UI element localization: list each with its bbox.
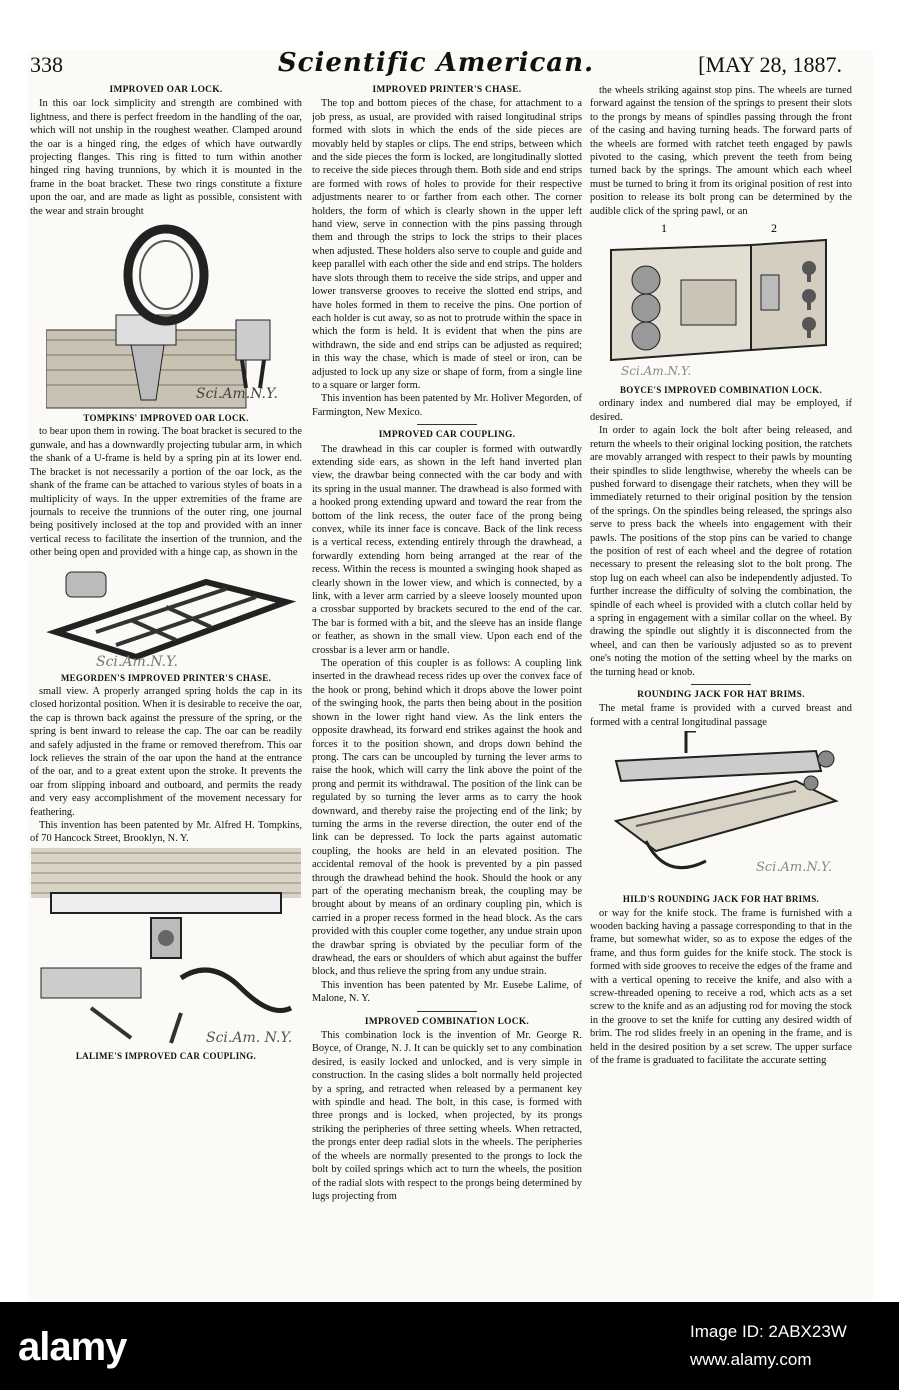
engraver-signature: Sci.Am. N.Y.	[206, 1029, 293, 1046]
rounding-jack-figure	[590, 731, 852, 891]
article-heading: IMPROVED OAR LOCK.	[109, 85, 223, 95]
figure-label-2: 2	[771, 221, 777, 236]
article-paragraph: This invention has been patented by Mr. Eusebe Lalime, of Malone, N. Y.	[312, 979, 582, 1005]
combination-lock-illustration	[601, 220, 841, 382]
figure-caption: TOMPKINS' IMPROVED OAR LOCK.	[83, 413, 249, 424]
section-divider	[417, 1011, 477, 1012]
issue-date: [MAY 28, 1887.	[698, 52, 842, 77]
article-paragraph: the wheels striking against stop pins. The wheels are turned forward against the tension of the springs to present their slots to the prongs by means of spindles passing through the front of the casing and having turning heads. The forward parts of the wheels are formed with ratchet teeth engaged by pawls pivoted to the casing, which prevent the teeth from being turned back by the springs. The amount which each wheel must be turned to bring it from its original position of rest into position to release its bolt prong can be determined by the audible click of the spring pawl, or an	[590, 85, 852, 217]
article-paragraph: small view. A properly arranged spring holds the cap in its closed horizontal position. When it is desirable to receive the oar, the cap is thrown back against the pressure of the spring, or the spring is bent inward to release the cap. The oar can be readily and safely adjusted in the frame or removed therefrom. This oar lock relieves the strain of the oar upon the hand at the entrance of the oar, and to a great extent upon the stroke. It prevents the oar from slipping inboard and outboard, and permits the ready and very easy accomplishment of the movement necessary for feathering.	[30, 685, 302, 818]
article-paragraph: This combination lock is the invention of Mr. George R. Boyce, of Orange, N. J. It can be quickly set to any combination desired, is easily locked and unlocked, and is very simple in construction. In the casing slides a bolt normally held projected by a spring, and retracted when released by a permanent key with spindle and head. The bolt, in this case, is formed with three prongs and is locked, when projected, by its prongs striking the peripheries of three setting wheels. When retracted, the prongs enter deep radial slots in the wheels. The peripheries of the wheels are normally presented to the prongs to lock the bolt by coiled springs which act to turn the wheels, the position of the radial slots with respect to the prongs being determined by lugs projecting from	[312, 1030, 582, 1202]
article-paragraph: In order to again lock the bolt after being released, and return the wheels to their original locking position, the ratchets are movably arranged with respect to their pawls by mounting their spindles to slide lengthwise, whereby the wheels can be pushed forward to disengage their ratchets, when they will be immediately returned to their original position by the tension of the springs. On the spindles being released, the springs also serve to press back the wheels into engagement with their pawls. The positions of the stop pins can be varied to change the position of rest of each wheel and the degree of rotation necessary to present the releasing slot to the bolt prong. The stop lug on each wheel can also be independently adjusted. To further increase the difficulty of solving the combination, the spindle of each wheel is provided with a clutch collar held by a spring in engagement with a similar collar on the wheel. By drawing the spindle out slightly it is disconnected from the wheel, and can then be variously adjusted so as to prevent one's noting the motion of the setting wheel by the marks on the turning head or knob.	[590, 425, 852, 678]
printers-chase-illustration	[36, 562, 296, 670]
column-1	[30, 84, 302, 1063]
figure-caption: HILD'S ROUNDING JACK FOR HAT BRIMS.	[622, 894, 820, 905]
article-paragraph: The top and bottom pieces of the chase, for attachment to a job press, as usual, are provided with raised longitudinal strips formed with slots in which the ends of the side pieces are movably held by staples or clips. The end strips, between which and the side pieces the form is locked, are longitudinally slotted to receive the side pieces through them. Both side and end strips are formed with rows of holes to provide for their respective adjustments nearer to or farther from each other. The corner holders, the form of which is clearly shown in the upper left hand view, serve in connection with the pins passing through them and through the strips to lock the strips to their places when adjusted. These holders also serve to couple and guide and keep parallel with each other the side and end strips. The holders have slots through them to receive the side strips, and upper and lower transverse grooves to receive the slotted end strips, and have holes formed in them to receive the pins. One portion of each holder is cut away, so as not to protrude within the space in which the form is held. It is evident that when the pins are withdrawn, the side and end strips can be adjusted as required; in this way the chase, which is made of steel or iron, can be adjusted to lock up any size or shape of form, from a single line to a square or larger form.	[312, 98, 582, 391]
figure-caption: BOYCE'S IMPROVED COMBINATION LOCK.	[619, 385, 823, 396]
article-paragraph: to bear upon them in rowing. The boat bracket is secured to the gunwale, and has a downwardly projecting tubular arm, in which the shank of a U-frame is held by a spring pin at its lower end. The bracket is not necessarily a portion of the oar lock, as the shank of the frame can be attached to various styles of boats in a multiplicity of ways. In the upper extremities of the frame are journals to receive the trunnions of the outer ring, one journal being positively inclosed at the top and provided with an inner vertical recess to facilitate the insertion of the trunnion, and the other being open and provided with a hinge cap, as shown in the	[30, 426, 302, 559]
watermark-image-id: Image ID: 2ABX23W	[690, 1322, 847, 1341]
engraver-signature: Sci.Am.N.Y.	[96, 653, 178, 670]
car-coupling-illustration	[31, 848, 301, 1048]
article-paragraph: ordinary index and numbered dial may be employed, if desired.	[590, 398, 852, 423]
printers-chase-figure	[30, 562, 302, 670]
article-paragraph: The operation of this coupler is as follows: A coupling link inserted in the drawhead recess rides up over the convex face of the hook or prong, behind which it drops above the lower point of the swinging hook, the parts then being about in the position shown in the lower right hand view. As the link enters the opposite drawhead, its forward end strikes against the hook and forces it to the position shown, and drops down behind the prong. The cars can be uncoupled by turning the lever arms to raise the hook, which will carry the link above the point of the prong and permit its withdrawal. The position of the link can be regulated by so turning the lever arms as to carry the hook downward, and thereby raise the projecting end of the link; by turning the arms in the reverse direction, the outer end of the link can be depressed. To lock the parts against automatic coupling, the hooks are held in an elevated position. The accidental removal of the hook is prevented by a pin passed through the drawhead behind the hook. Should the hook or any part of the operating mechanism break, the coupling may be brought about by means of an ordinary coupling pin, which is carried in a proper recess formed in the head block. As the cars provided with this coupler come together, any undue strain upon the drawbar spring is obviated by the peculiar form of the drawhead, the ears or shoulders of which abut against the buffer block, and thus relieve the spring from any undue strain.	[312, 658, 582, 978]
page-number: 338	[30, 52, 63, 77]
oar-lock-figure	[30, 220, 302, 410]
article-heading: IMPROVED PRINTER'S CHASE.	[372, 85, 522, 95]
article-heading: IMPROVED CAR COUPLING.	[378, 430, 516, 441]
column-3	[590, 84, 852, 1068]
article-paragraph: or way for the knife stock. The frame is furnished with a wooden backing having a passage corresponding to that in the frame, but somewhat wider, so as to expose the edges of the frame, and thus form guides for the knife stock. The stock is formed with side grooves to receive the edges of the frame and with a vertical opening to receive the knife, and also with a screw-threaded opening to receive a rod, which acts as a set screw to the knife and as an adjusting rod for moving the stock in the groove to set the knife for cutting any desired width of brim. The rod slides freely in an opening in the frame, and is held in the desired position by a set screw. The upper surface of the frame is graduated to facilitate the accurate setting	[590, 907, 852, 1067]
watermark-footer	[0, 1302, 899, 1390]
article-paragraph: The metal frame is provided with a curved breast and formed with a central longitudinal passage	[590, 703, 852, 728]
watermark-url: www.alamy.com	[690, 1350, 812, 1369]
article-paragraph: This invention has been patented by Mr. Holiver Megorden, of Farmington, New Mexico.	[312, 393, 582, 418]
article-heading: ROUNDING JACK FOR HAT BRIMS.	[637, 690, 805, 700]
article-heading: IMPROVED COMBINATION LOCK.	[364, 1016, 530, 1027]
combination-lock-figure	[590, 220, 852, 382]
rounding-jack-illustration	[596, 731, 846, 891]
engraver-signature: Sci.Am.N.Y.	[196, 386, 278, 403]
car-coupling-figure	[30, 848, 302, 1048]
watermark-logo: alamy	[18, 1325, 127, 1369]
masthead: Scientific American.	[277, 48, 595, 78]
article-paragraph: The drawhead in this car coupler is formed with outwardly extending side ears, as shown in the left hand inverted plan view, the drawbar being connected with the car body and with its spring in the usual manner. The drawhead is also formed with a hooked prong extending upward and toward the rear from the bottom of the link recess, the outer face of the prong being convex, while its inner face is concave. Back of the link recess is a vertical recess, extending entirely through the drawhead, a forwardly extending horn being arranged at the rear of the recess. Within the recess is mounted a swinging hook shaped as clearly shown in the lower view, and which is connected, by a link, with a lever arm carried by a sleeve loosely mounted upon a crossbar supported by brackets secured to the end of the car. The bar is formed with a bit, and the sleeve has an inside flange or feather, as shown in the small view. Upon each end of the crossbar is a lever arm or handle.	[312, 443, 582, 656]
engraver-signature: Sci.Am.N.Y.	[621, 364, 692, 379]
column-2	[312, 84, 582, 1203]
article-paragraph: In this oar lock simplicity and strength are combined with lightness, and there is perfect freedom in the handling of the oar, which will not unship in the roughest weather. Clamped around the oar is a hinged ring, the edges of which have outwardly projecting flanges. This ring is fitted to turn within another hinged ring having trunnions, by which it is mounted in the frame in the boat bracket. These two rings constitute a fixture upon the oar, and are made as light as possible, consistent with the wear and strain brought	[30, 98, 302, 217]
figure-caption: MEGORDEN'S IMPROVED PRINTER'S CHASE.	[60, 672, 272, 683]
section-divider	[417, 424, 477, 425]
page-header	[30, 48, 842, 82]
figure-caption: LALIME'S IMPROVED CAR COUPLING.	[75, 1050, 257, 1061]
article-paragraph: This invention has been patented by Mr. Alfred H. Tompkins, of 70 Hancock Street, Brooklyn, N. Y.	[30, 820, 302, 845]
figure-label-1: 1	[661, 221, 667, 236]
engraver-signature: Sci.Am.N.Y.	[756, 860, 833, 876]
oar-lock-illustration	[46, 220, 286, 410]
section-divider	[691, 684, 751, 685]
